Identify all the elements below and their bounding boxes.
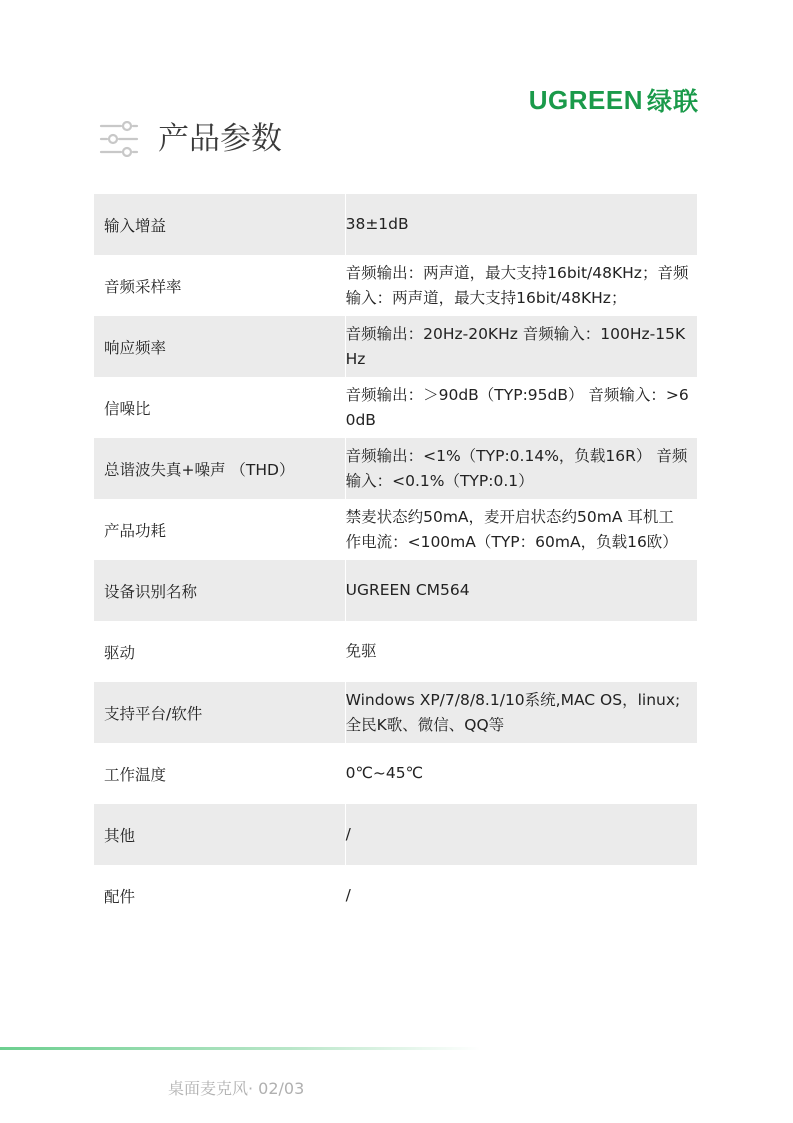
spec-value: 音频输出：两声道，最大支持16bit/48KHz；音频输入：两声道，最大支持16bit/48KHz；	[345, 263, 689, 307]
spec-value: Windows XP/7/8/8.1/10系统,MAC OS，linux; 全民K歌、微信、QQ等	[345, 690, 681, 734]
spec-value: /	[345, 825, 351, 843]
spec-label: 驱动	[104, 643, 136, 662]
spec-row	[94, 194, 697, 255]
spec-row	[94, 438, 697, 499]
spec-row	[94, 255, 697, 316]
spec-row	[94, 743, 697, 804]
footer-divider	[0, 1047, 480, 1050]
spec-table	[94, 194, 697, 926]
sliders-icon	[99, 121, 139, 157]
spec-value: 音频输出：＞90dB（TYP:95dB） 音频输入：>60dB	[345, 385, 689, 429]
spec-row	[94, 621, 697, 682]
spec-value: UGREEN CM564	[345, 581, 470, 599]
spec-label: 设备识别名称	[104, 582, 198, 601]
ugreen-logo	[504, 84, 699, 116]
spec-label: 产品功耗	[104, 521, 167, 540]
spec-row	[94, 804, 697, 865]
spec-row	[94, 560, 697, 621]
spec-label: 音频采样率	[104, 277, 182, 296]
logo-latin: UGREEN	[528, 84, 643, 115]
spec-row	[94, 682, 697, 743]
spec-label: 总谐波失真+噪声 （THD）	[104, 460, 295, 479]
spec-row	[94, 316, 697, 377]
spec-label: 信噪比	[104, 399, 151, 418]
spec-label: 输入增益	[104, 216, 167, 235]
spec-label: 支持平台/软件	[104, 704, 203, 723]
spec-value: 0℃~45℃	[345, 764, 423, 782]
spec-row	[94, 499, 697, 560]
spec-label: 其他	[104, 826, 136, 845]
spec-value: /	[345, 886, 351, 904]
spec-value: 38±1dB	[345, 215, 409, 233]
logo-cn: 绿联	[646, 88, 699, 116]
spec-row	[94, 377, 697, 438]
spec-label: 配件	[104, 887, 136, 906]
spec-value: 音频输出：20Hz-20KHz 音频输入：100Hz-15KHz	[345, 324, 686, 368]
spec-row	[94, 865, 697, 926]
spec-value: 禁麦状态约50mA，麦开启状态约50mA 耳机工作电流：<100mA（TYP：60mA，负载16欧）	[345, 507, 678, 551]
page-title: 产品参数	[158, 121, 282, 157]
spec-label: 工作温度	[104, 765, 167, 784]
spec-label: 响应频率	[104, 338, 167, 357]
spec-value: 音频输出：<1%（TYP:0.14%，负载16R） 音频输入：<0.1%（TYP:0.1）	[345, 446, 688, 490]
footer-page-label: 桌面麦克风· 02/03	[168, 1079, 305, 1098]
spec-value: 免驱	[345, 642, 377, 660]
